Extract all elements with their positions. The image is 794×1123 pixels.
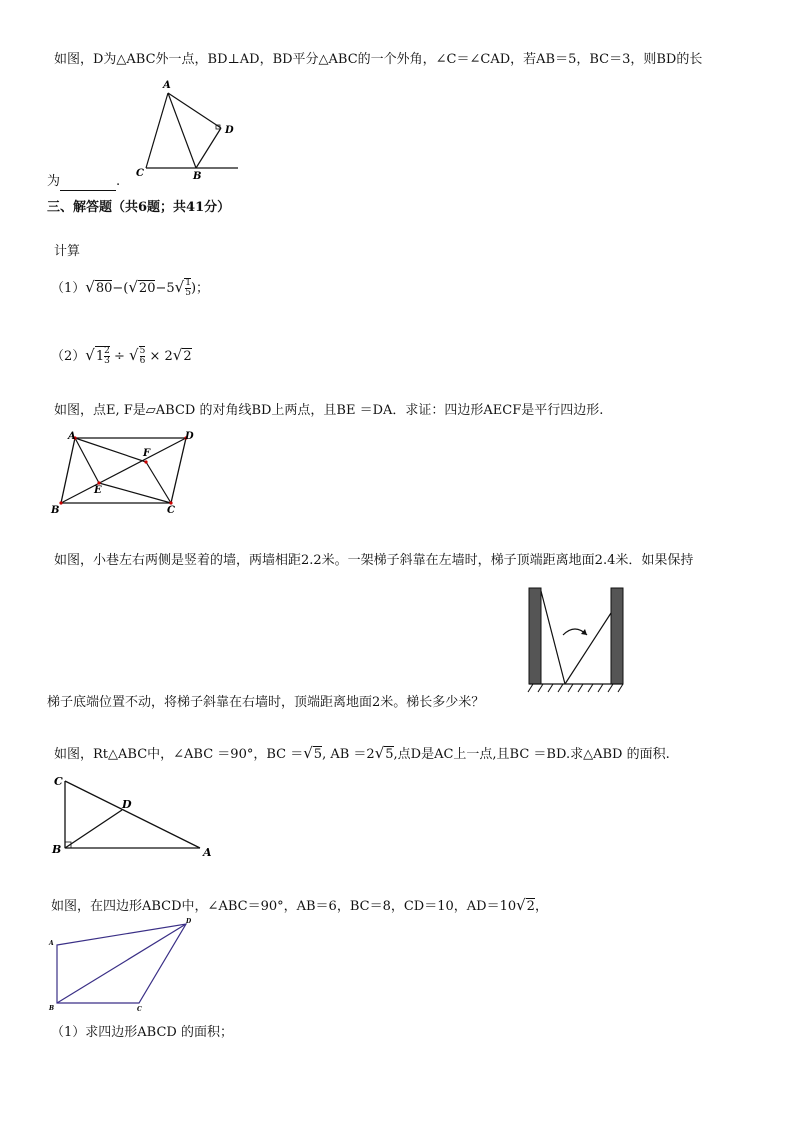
q5-label-d: D bbox=[122, 798, 132, 811]
calc-part2: （2）√1 $\frac{2}{3}$ ÷ √ $\frac{5}{6}$ × 2√2 bbox=[51, 346, 192, 366]
calc-part2-fraction bbox=[104, 347, 110, 366]
calc-part2-fraction-b bbox=[140, 347, 146, 366]
q4-text-line2: 梯子底端位置不动，将梯子斜靠在右墙时，顶端距离地面2米。梯长多少米？ bbox=[47, 695, 485, 710]
q5-text-b: , AB ＝2 bbox=[322, 747, 375, 762]
calc-part2-index: （2） bbox=[51, 349, 86, 364]
q3-label-b: B bbox=[51, 505, 60, 516]
q6-text-b: ， bbox=[534, 899, 548, 914]
q1-answer-blank[interactable] bbox=[60, 176, 116, 191]
q1-label-a: A bbox=[163, 80, 171, 91]
q4-text-line1: 如图，小巷左右两侧是竖着的墙，两墙相距2.2米。一架梯子斜靠在左墙时，梯子顶端距离地面2.4米．如果保持 bbox=[54, 553, 694, 568]
q5-line-ca bbox=[65, 781, 200, 848]
q6-text-a: 如图，在四边形ABCD中，∠ABC＝90°，AB＝6，BC＝8，CD＝10，AD＝10 bbox=[51, 899, 517, 914]
q1-tail-before: 为 bbox=[47, 174, 61, 189]
q3-point-f bbox=[144, 460, 147, 463]
calc-part1: （1）√80−(√20−5√ $\frac{1}{5}$ )； bbox=[51, 278, 210, 298]
calc-part1-end: )； bbox=[190, 281, 210, 296]
q5-label-b: B bbox=[52, 843, 62, 856]
q5-text-a: 如图，Rt△ABC中，∠ABC ＝90°，BC ＝ bbox=[54, 747, 304, 762]
q6-label-a: A bbox=[49, 940, 54, 947]
q4-ladder-left bbox=[541, 591, 565, 684]
q3-point-b bbox=[59, 501, 62, 504]
q3-text: 如图，点E, F是▱ABCD 的对角线BD上两点，且BE ＝DA．求证：四边形AECF是平行四边形. bbox=[54, 403, 604, 418]
q6-diagonal-bd bbox=[57, 924, 186, 1003]
calc-part1-coef: −5 bbox=[155, 281, 175, 296]
q1-text: 如图，D为△ABC外一点，BD⊥AD，BD平分△ABC的一个外角，∠C＝∠CAD，若AB＝5，BC＝3，则BD的长 bbox=[54, 52, 703, 67]
calc-part2-radicand-c: 2 bbox=[183, 349, 192, 364]
calc-part2-denominator: 3 bbox=[104, 356, 110, 366]
q4-right-wall bbox=[611, 588, 623, 684]
calc-title: 计算 bbox=[54, 244, 81, 259]
q3-label-c: C bbox=[167, 505, 175, 516]
q1-tail-after: . bbox=[116, 174, 121, 189]
q5-sqrt-ab: 5 bbox=[385, 747, 394, 762]
q5-text-c: ,点D是AC上一点,且BC ＝BD.求△ABD 的面积. bbox=[393, 747, 670, 762]
calc-part1-radicand-a: 80 bbox=[95, 281, 113, 296]
calc-part1-radicand-b: 20 bbox=[138, 281, 156, 296]
q1-line-ad bbox=[168, 93, 221, 128]
q1-line-bd bbox=[196, 128, 221, 168]
q6-label-d: D bbox=[186, 918, 192, 925]
q5-sqrt-bc: 5 bbox=[313, 747, 323, 762]
q1-label-c: C bbox=[136, 168, 144, 179]
q1-line-ab bbox=[168, 93, 196, 168]
q1-answer-line bbox=[47, 173, 120, 191]
q6-subquestion-1: （1）求四边形ABCD 的面积； bbox=[51, 1025, 233, 1040]
q6-sqrt-ad: 2 bbox=[526, 899, 535, 914]
q4-figure bbox=[527, 587, 627, 699]
calc-part1-index: （1） bbox=[51, 281, 86, 296]
section-heading: 三、解答题（共6题；共41分） bbox=[47, 200, 231, 215]
q3-label-f: F bbox=[143, 448, 151, 459]
q3-label-e: E bbox=[94, 485, 102, 496]
q3-figure bbox=[48, 430, 208, 518]
calc-part2-div: ÷ bbox=[114, 349, 125, 364]
q4-ladder-right bbox=[565, 613, 611, 684]
calc-part2-numerator: 2 bbox=[104, 346, 110, 356]
q4-left-wall bbox=[529, 588, 541, 684]
calc-part1-minus: −( bbox=[112, 281, 129, 296]
q6-figure bbox=[44, 918, 204, 1014]
q5-line-bd bbox=[65, 810, 122, 848]
calc-part2-times: × 2 bbox=[149, 349, 173, 364]
calc-part1-numerator: 1 bbox=[185, 278, 191, 288]
q6-text: 如图，在四边形ABCD中，∠ABC＝90°，AB＝6，BC＝8，CD＝10，AD＝10√2， bbox=[51, 896, 548, 914]
q5-text: 如图，Rt△ABC中，∠ABC ＝90°，BC ＝√5, AB ＝2√5,点D是AC上一点,且BC ＝BD.求△ABD 的面积. bbox=[54, 744, 670, 762]
q5-figure bbox=[50, 773, 220, 861]
q3-label-a: A bbox=[68, 431, 76, 442]
q3-label-d: D bbox=[185, 431, 194, 442]
q5-label-c: C bbox=[54, 775, 63, 788]
calc-part2-int: 1 bbox=[95, 349, 105, 364]
calc-part2-b-numerator: 5 bbox=[139, 346, 146, 356]
calc-part1-denominator: 5 bbox=[185, 288, 191, 298]
q1-label-d: D bbox=[225, 125, 234, 136]
q5-label-a: A bbox=[203, 846, 212, 859]
calc-part2-b-denominator: 6 bbox=[139, 356, 146, 366]
q4-arrow-head bbox=[581, 629, 587, 635]
q4-ground-hatch bbox=[528, 684, 623, 692]
q1-label-b: B bbox=[193, 171, 202, 182]
q1-line-ca bbox=[146, 93, 168, 168]
q6-label-b: B bbox=[49, 1005, 55, 1012]
q6-label-c: C bbox=[137, 1006, 142, 1013]
q1-figure bbox=[130, 78, 245, 180]
